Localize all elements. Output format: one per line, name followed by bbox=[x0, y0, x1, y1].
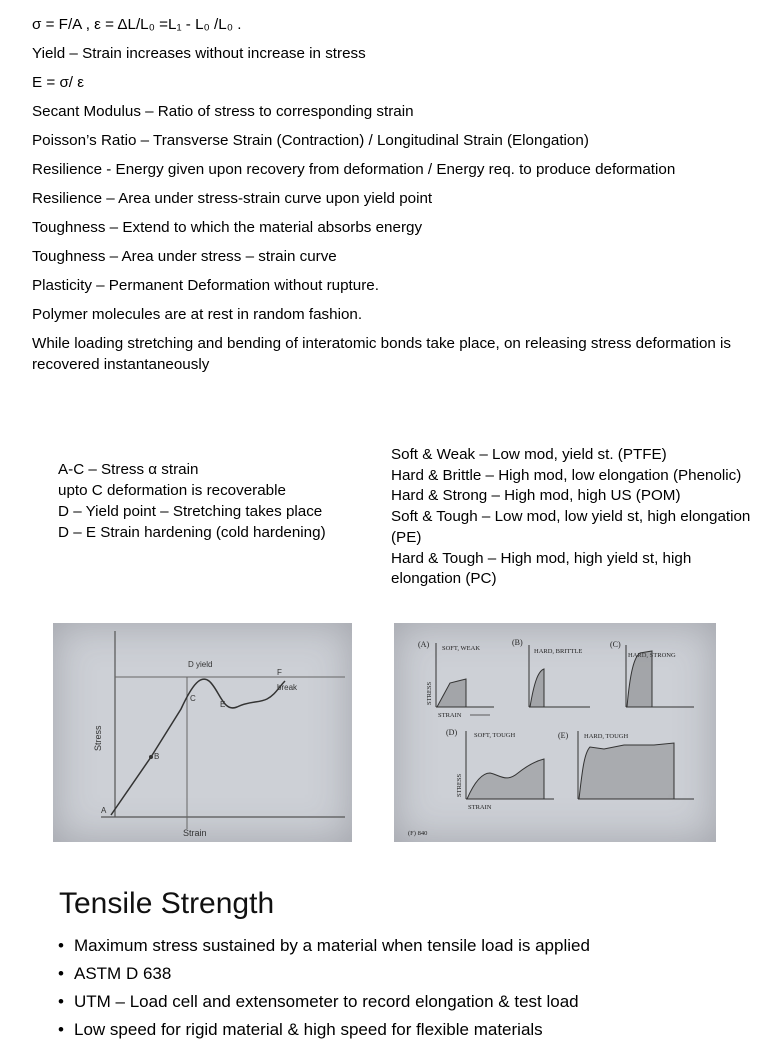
note-line: Polymer molecules are at rest in random fashion. bbox=[32, 306, 363, 323]
panel-e-label: (E) bbox=[558, 731, 569, 740]
note-line: Toughness – Extend to which the material absorbs energy bbox=[32, 219, 423, 236]
panel-b-title: HARD, BRITTLE bbox=[534, 648, 583, 655]
material-classes-figure bbox=[394, 623, 716, 842]
panel-a-title: SOFT, WEAK bbox=[442, 645, 481, 652]
note-line: E = σ/ ε bbox=[32, 74, 85, 91]
panel-d-ylabel: STRESS bbox=[456, 773, 463, 797]
bullet-item: • Maximum stress sustained by a material when tensile load is applied bbox=[58, 932, 758, 960]
formula-line: σ = F/A , ε = ΔL/L₀ =L₁ - L₀ /L₀ . bbox=[32, 16, 242, 33]
panel-e-title: HARD, TOUGH bbox=[584, 733, 629, 740]
note-line: Resilience – Area under stress-strain curve upon yield point bbox=[32, 190, 433, 207]
note-line: Soft & Tough – Low mod, low yield st, high elongation (PE) bbox=[391, 508, 751, 546]
panel-d-label: (D) bbox=[446, 728, 458, 737]
note-line: D – Yield point – Stretching takes place bbox=[58, 503, 323, 520]
x-axis-label: Strain bbox=[183, 828, 207, 838]
panel-d-xlabel: STRAIN bbox=[468, 804, 492, 811]
note-line: Hard & Brittle – High mod, low elongation (Phenolic) bbox=[391, 466, 742, 484]
panel-d-curve bbox=[467, 759, 544, 799]
bullet-item: • UTM – Load cell and extensometer to record elongation & test load bbox=[58, 988, 758, 1016]
panel-a-label: (A) bbox=[418, 640, 430, 649]
material-class-notes bbox=[391, 445, 751, 590]
section-heading: Tensile Strength bbox=[59, 887, 275, 920]
note-line: Yield – Strain increases without increase in stress bbox=[32, 45, 366, 62]
bullet-list bbox=[58, 932, 758, 1044]
note-line: Soft & Weak – Low mod, yield st. (PTFE) bbox=[391, 446, 667, 463]
label-d: D yield bbox=[188, 660, 213, 669]
bullet-item: • ASTM D 638 bbox=[58, 960, 758, 988]
notes-block bbox=[32, 14, 742, 383]
note-line: Poisson’s Ratio – Transverse Strain (Contraction) / Longitudinal Strain (Elongation) bbox=[32, 132, 589, 149]
stress-strain-plot bbox=[53, 623, 352, 842]
panel-a-curve bbox=[437, 679, 466, 707]
panel-c-title: HARD, STRONG bbox=[628, 652, 676, 659]
bullet-item: • Low speed for rigid material & high speed for flexible materials bbox=[58, 1016, 758, 1044]
panel-e-curve bbox=[579, 743, 674, 799]
label-f: F bbox=[277, 668, 282, 677]
material-classes-plot bbox=[394, 623, 716, 842]
panel-a-ylabel: STRESS bbox=[426, 681, 433, 705]
label-a: A bbox=[101, 806, 107, 815]
label-b: B bbox=[154, 752, 160, 761]
label-break: break bbox=[277, 683, 298, 692]
panel-d-title: SOFT, TOUGH bbox=[474, 732, 516, 739]
panel-b-label: (B) bbox=[512, 638, 523, 647]
note-line: Hard & Tough – High mod, high yield st, high elongation (PC) bbox=[391, 549, 692, 588]
note-line: Secant Modulus – Ratio of stress to corresponding strain bbox=[32, 103, 414, 120]
note-line: Hard & Strong – High mod, high US (POM) bbox=[391, 487, 681, 505]
y-axis-label: Stress bbox=[93, 725, 103, 751]
note-line: upto C deformation is recoverable bbox=[58, 482, 286, 499]
note-line: Plasticity – Permanent Deformation without rupture. bbox=[32, 277, 379, 294]
label-e: E bbox=[220, 700, 226, 709]
label-c: C bbox=[190, 694, 196, 703]
figure-footer: (F) 840 bbox=[408, 830, 428, 837]
point-b bbox=[149, 755, 153, 759]
note-line: Resilience - Energy given upon recovery from deformation / Energy req. to produce deformation bbox=[32, 161, 676, 178]
panel-b-curve bbox=[530, 669, 544, 707]
panel-c-label: (C) bbox=[610, 640, 621, 649]
stress-strain-notes bbox=[58, 459, 348, 543]
note-line: Toughness – Area under stress – strain curve bbox=[32, 248, 337, 265]
note-line: D – E Strain hardening (cold hardening) bbox=[58, 524, 326, 541]
note-line: A-C – Stress α strain bbox=[58, 461, 199, 478]
panel-c-curve bbox=[627, 651, 652, 707]
panel-a-xlabel: STRAIN bbox=[438, 712, 462, 719]
stress-strain-figure bbox=[53, 623, 352, 842]
stress-strain-curve bbox=[111, 679, 285, 815]
note-line: While loading stretching and bending of interatomic bonds take place, on releasing stress deformation is recovered instantaneously bbox=[32, 335, 732, 373]
